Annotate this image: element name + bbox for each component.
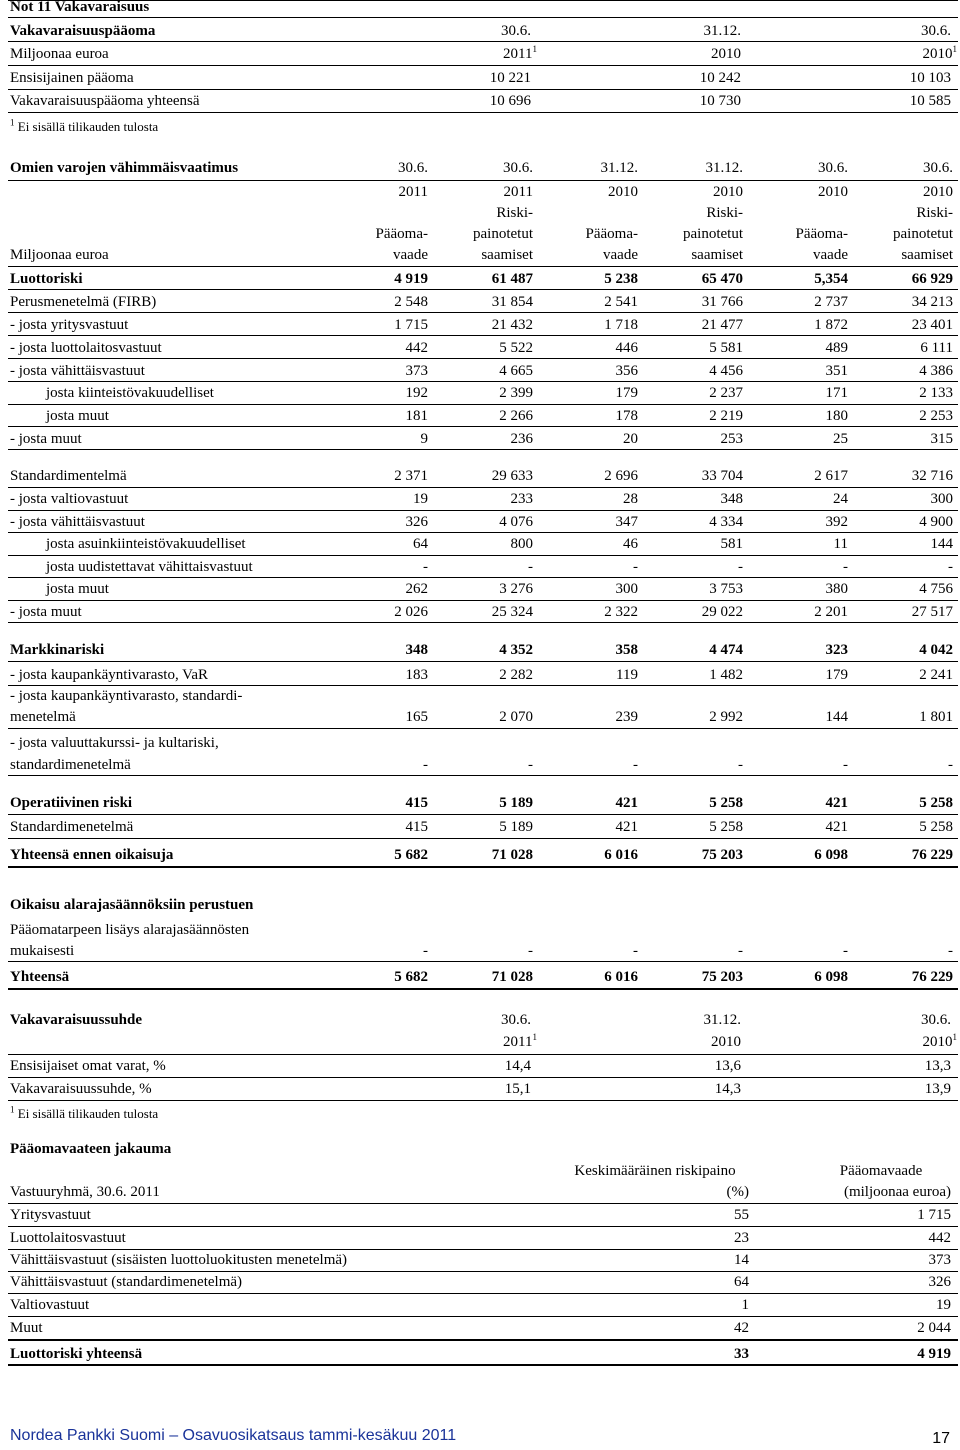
cell: 5 238 bbox=[604, 271, 638, 287]
cell: 31 854 bbox=[491, 294, 533, 310]
note-title: Not 11 Vakavaraisuus bbox=[10, 0, 150, 15]
cell: 373 bbox=[405, 363, 428, 379]
cell: 348 bbox=[720, 491, 743, 507]
cell: 1 801 bbox=[919, 709, 953, 725]
cell: 5 189 bbox=[499, 795, 533, 811]
cell: 179 bbox=[615, 385, 638, 401]
sec2-date: 30.6. bbox=[503, 160, 533, 176]
sec3-date: 30.6. bbox=[921, 1012, 951, 1028]
cell: 14,4 bbox=[504, 1058, 531, 1074]
row-divider bbox=[8, 335, 958, 336]
cell: 31 766 bbox=[701, 294, 743, 310]
row-divider bbox=[8, 555, 958, 556]
cell: 442 bbox=[405, 340, 428, 356]
cell: - bbox=[948, 943, 953, 959]
row-label: Yhteensä ennen oikaisuja bbox=[10, 847, 174, 863]
sec3-year: 2010 bbox=[711, 1034, 741, 1050]
row-label: - josta vähittäisvastuut bbox=[10, 514, 145, 530]
row-label: Operatiivinen riski bbox=[10, 795, 133, 811]
row-divider bbox=[8, 577, 958, 578]
cell: 253 bbox=[720, 431, 743, 447]
cell: 5 682 bbox=[394, 969, 428, 985]
row-label: Luottoriski bbox=[10, 271, 83, 287]
cell: 15,1 bbox=[504, 1081, 531, 1097]
footnote-mark: 1 bbox=[532, 44, 537, 54]
cell: 358 bbox=[615, 642, 638, 658]
cell: 32 716 bbox=[911, 468, 953, 484]
cell: 3 276 bbox=[499, 581, 533, 597]
row-divider bbox=[8, 685, 958, 686]
sec3-footnote: $^1$ Ei sisällä tilikauden tulosta bbox=[10, 1104, 159, 1121]
row-label: Yhteensä bbox=[10, 969, 70, 985]
cell: - bbox=[843, 757, 848, 773]
col-head: vaade bbox=[393, 247, 428, 263]
row-divider bbox=[8, 814, 958, 815]
cell: 347 bbox=[615, 514, 638, 530]
row-divider bbox=[8, 358, 958, 359]
cell: 76 229 bbox=[911, 969, 953, 985]
cell: 6 016 bbox=[604, 847, 638, 863]
sec2-date: 30.6. bbox=[818, 160, 848, 176]
row-divider bbox=[8, 661, 958, 662]
row-divider bbox=[8, 1316, 958, 1317]
row-divider bbox=[8, 449, 958, 450]
row-label: Standardimentelmä bbox=[10, 468, 127, 484]
cell: 29 633 bbox=[491, 468, 533, 484]
sec2-year: 2011 bbox=[398, 184, 428, 200]
cell: 171 bbox=[825, 385, 848, 401]
cell: 13,3 bbox=[924, 1058, 951, 1074]
cell: 1 872 bbox=[814, 317, 848, 333]
cell: 71 028 bbox=[491, 969, 533, 985]
cell: 415 bbox=[405, 795, 428, 811]
cell: - bbox=[843, 559, 848, 575]
cell: 23 bbox=[734, 1230, 749, 1246]
sec3-year: 2011$^1$ bbox=[503, 1032, 537, 1050]
cell: 4 456 bbox=[709, 363, 743, 379]
cell: 4 474 bbox=[709, 642, 743, 658]
sec1-year-2: 2010 bbox=[711, 46, 741, 62]
cell: 24 bbox=[833, 491, 848, 507]
row-label-cont: standardimenetelmä bbox=[10, 757, 131, 773]
cell: 1 715 bbox=[394, 317, 428, 333]
row-label: Ensisijaiset omat varat, % bbox=[10, 1058, 166, 1074]
row-label: josta kiinteistövakuudelliset bbox=[46, 385, 214, 401]
row-label: - josta kaupankäyntivarasto, standardi- bbox=[10, 688, 243, 704]
cell: - bbox=[738, 943, 743, 959]
cell: 42 bbox=[734, 1320, 749, 1336]
cell: 2 201 bbox=[814, 604, 848, 620]
cell: 1 718 bbox=[604, 317, 638, 333]
cell: - bbox=[948, 559, 953, 575]
cell: 1 482 bbox=[709, 667, 743, 683]
row-divider bbox=[8, 961, 958, 962]
col-head: (%) bbox=[726, 1184, 749, 1200]
cell: 4 919 bbox=[394, 271, 428, 287]
row-divider bbox=[8, 532, 958, 533]
cell: 421 bbox=[615, 819, 638, 835]
col-head: painotetut bbox=[683, 226, 743, 242]
cell: 300 bbox=[930, 491, 953, 507]
row-label: - josta muut bbox=[10, 431, 82, 447]
cell: 10 730 bbox=[699, 93, 741, 109]
cell: - bbox=[738, 757, 743, 773]
cell: 4 386 bbox=[919, 363, 953, 379]
row-label-cont: mukaisesti bbox=[10, 943, 75, 959]
cell: 2 371 bbox=[394, 468, 428, 484]
sec2-title: Omien varojen vähimmäisvaatimus bbox=[10, 160, 239, 176]
cell: 183 bbox=[405, 667, 428, 683]
sec3-title: Vakavaraisuussuhde bbox=[10, 1012, 143, 1028]
cell: 4 076 bbox=[499, 514, 533, 530]
cell: 19 bbox=[413, 491, 428, 507]
cell: - bbox=[633, 559, 638, 575]
cell: 144 bbox=[825, 709, 848, 725]
sec4-title: Pääomavaateen jakauma bbox=[10, 1141, 172, 1157]
row-label: Vakavaraisuussuhde, % bbox=[10, 1081, 152, 1097]
row-divider bbox=[8, 838, 958, 839]
cell: - bbox=[423, 757, 428, 773]
cell: 326 bbox=[928, 1274, 951, 1290]
cell: 2 992 bbox=[709, 709, 743, 725]
cell: 180 bbox=[825, 408, 848, 424]
cell: 10 242 bbox=[699, 70, 741, 86]
cell: 262 bbox=[405, 581, 428, 597]
row-divider bbox=[8, 404, 958, 405]
cell: - bbox=[843, 943, 848, 959]
sec3-year: 2010$^1$ bbox=[922, 1032, 957, 1050]
cell: 33 bbox=[734, 1346, 749, 1362]
cell: 21 432 bbox=[491, 317, 533, 333]
col-head: vaade bbox=[603, 247, 638, 263]
cell: 165 bbox=[405, 709, 428, 725]
col-head: Pääoma- bbox=[585, 226, 638, 242]
cell: 5 258 bbox=[919, 795, 953, 811]
cell: 4 900 bbox=[919, 514, 953, 530]
row-divider bbox=[8, 1226, 958, 1227]
row-divider bbox=[8, 1364, 958, 1366]
cell: 11 bbox=[833, 536, 848, 552]
cell: 233 bbox=[510, 491, 533, 507]
sec2-year: 2011 bbox=[503, 184, 533, 200]
cell: 446 bbox=[615, 340, 638, 356]
cell: 1 bbox=[741, 1297, 749, 1313]
cell: 27 517 bbox=[911, 604, 953, 620]
cell: 181 bbox=[405, 408, 428, 424]
cell: 2 399 bbox=[499, 385, 533, 401]
row-label: Vakavaraisuuspääoma yhteensä bbox=[10, 93, 200, 109]
cell: 5 258 bbox=[709, 819, 743, 835]
row-label: Perusmenetelmä (FIRB) bbox=[10, 294, 157, 310]
col-head: Riski- bbox=[706, 205, 743, 221]
cell: 14 bbox=[734, 1252, 749, 1268]
row-label: - josta yritysvastuut bbox=[10, 317, 129, 333]
cell: 1 715 bbox=[917, 1207, 951, 1223]
row-label: Pääomatarpeen lisäys alarajasäännösten bbox=[10, 922, 250, 938]
cell: 2 044 bbox=[917, 1320, 951, 1336]
cell: 4 334 bbox=[709, 514, 743, 530]
sec3-date: 30.6. bbox=[501, 1012, 531, 1028]
cell: 236 bbox=[510, 431, 533, 447]
page-number: 17 bbox=[932, 1430, 950, 1447]
cell: 4 756 bbox=[919, 581, 953, 597]
row-divider bbox=[8, 426, 958, 427]
row-label: Vähittäisvastuut (standardimenetelmä) bbox=[10, 1274, 243, 1290]
row-divider bbox=[8, 775, 958, 776]
row-divider bbox=[8, 381, 958, 382]
cell: 373 bbox=[928, 1252, 951, 1268]
cell: 14,3 bbox=[714, 1081, 741, 1097]
row-divider bbox=[8, 487, 958, 488]
cell: 10 221 bbox=[489, 70, 531, 86]
cell: 179 bbox=[825, 667, 848, 683]
cell: 2 237 bbox=[709, 385, 743, 401]
cell: 10 696 bbox=[489, 93, 531, 109]
cell: - bbox=[528, 559, 533, 575]
cell: 34 213 bbox=[911, 294, 953, 310]
cell: 178 bbox=[615, 408, 638, 424]
row-label: josta asuinkiinteistövakuudelliset bbox=[46, 536, 246, 552]
cell: 71 028 bbox=[491, 847, 533, 863]
cell: - bbox=[528, 757, 533, 773]
cell: 4 665 bbox=[499, 363, 533, 379]
row-label: Ensisijainen pääoma bbox=[10, 70, 134, 86]
row-divider bbox=[8, 622, 958, 623]
row-divider bbox=[8, 1271, 958, 1272]
row-divider bbox=[8, 600, 958, 601]
col-head: (miljoonaa euroa) bbox=[843, 1184, 951, 1200]
col-head: Pääoma- bbox=[795, 226, 848, 242]
cell: 6 111 bbox=[920, 340, 953, 356]
col-head: painotetut bbox=[473, 226, 533, 242]
cell: 581 bbox=[720, 536, 743, 552]
cell: 489 bbox=[825, 340, 848, 356]
col-head: vaade bbox=[813, 247, 848, 263]
cell: 800 bbox=[510, 536, 533, 552]
cell: 380 bbox=[825, 581, 848, 597]
sec1-date-1: 30.6. bbox=[501, 23, 531, 39]
col-head: Pääomavaade bbox=[839, 1163, 923, 1179]
cell: - bbox=[528, 943, 533, 959]
cell: 10 103 bbox=[909, 70, 951, 86]
cell: 66 929 bbox=[911, 271, 953, 287]
cell: 13,6 bbox=[714, 1058, 741, 1074]
sec2-year: 2010 bbox=[923, 184, 953, 200]
cell: - bbox=[738, 559, 743, 575]
cell: - bbox=[633, 757, 638, 773]
col-head: Keskimääräinen riskipaino bbox=[574, 1163, 736, 1179]
row-divider bbox=[8, 312, 958, 313]
cell: 2 541 bbox=[604, 294, 638, 310]
cell: 392 bbox=[825, 514, 848, 530]
cell: 2 282 bbox=[499, 667, 533, 683]
row-label: - josta valtiovastuut bbox=[10, 491, 129, 507]
sec2-year: 2010 bbox=[818, 184, 848, 200]
cell: 25 bbox=[833, 431, 848, 447]
cell: 19 bbox=[936, 1297, 951, 1313]
cell: 421 bbox=[825, 795, 848, 811]
row-label: - josta kaupankäyntivarasto, VaR bbox=[10, 667, 209, 683]
cell: 29 022 bbox=[701, 604, 743, 620]
sec1-date-2: 31.12. bbox=[703, 23, 741, 39]
footnote-mark: 1 bbox=[952, 44, 957, 54]
cell: 75 203 bbox=[701, 969, 743, 985]
row-label: Yritysvastuut bbox=[10, 1207, 91, 1223]
cell: 6 016 bbox=[604, 969, 638, 985]
cell: 55 bbox=[734, 1207, 749, 1223]
row-label-cont: menetelmä bbox=[10, 709, 76, 725]
row-label: - josta valuuttakurssi- ja kultariski, bbox=[10, 735, 219, 751]
sec1-year-3: 2010$^1$ bbox=[922, 44, 957, 62]
cell: 4 042 bbox=[919, 642, 953, 658]
cell: 28 bbox=[623, 491, 638, 507]
cell: 323 bbox=[825, 642, 848, 658]
cell: 5 258 bbox=[919, 819, 953, 835]
sec1-footnote: $^1$ Ei sisällä tilikauden tulosta bbox=[10, 117, 159, 134]
col-head: saamiset bbox=[691, 247, 743, 263]
row-divider bbox=[8, 728, 958, 729]
sec1-title: Vakavaraisuuspääoma bbox=[10, 23, 156, 39]
cell: 421 bbox=[615, 795, 638, 811]
cell: 300 bbox=[615, 581, 638, 597]
cell: 4 352 bbox=[499, 642, 533, 658]
cell: 2 696 bbox=[604, 468, 638, 484]
sec2-date: 31.12. bbox=[600, 160, 638, 176]
cell: 5 522 bbox=[499, 340, 533, 356]
cell: 25 324 bbox=[491, 604, 533, 620]
row-divider bbox=[8, 1249, 958, 1250]
cell: 76 229 bbox=[911, 847, 953, 863]
cell: - bbox=[423, 943, 428, 959]
row-label: Muut bbox=[10, 1320, 43, 1336]
col-head: Riski- bbox=[916, 205, 953, 221]
cell: 10 585 bbox=[909, 93, 951, 109]
row-label: josta muut bbox=[46, 408, 109, 424]
cell: 5 682 bbox=[394, 847, 428, 863]
cell: 192 bbox=[405, 385, 428, 401]
row-divider bbox=[8, 289, 958, 290]
row-label: - josta vähittäisvastuut bbox=[10, 363, 145, 379]
row-label: Luottolaitosvastuut bbox=[10, 1230, 126, 1246]
cell: 20 bbox=[623, 431, 638, 447]
cell: 33 704 bbox=[701, 468, 743, 484]
cell: 61 487 bbox=[491, 271, 533, 287]
col-head: Riski- bbox=[496, 205, 533, 221]
cell: 2 241 bbox=[919, 667, 953, 683]
row-label: - josta muut bbox=[10, 604, 82, 620]
row-divider bbox=[8, 510, 958, 511]
sec1-year-1: 2011$^1$ bbox=[503, 44, 537, 62]
cell: 351 bbox=[825, 363, 848, 379]
cell: 5 581 bbox=[709, 340, 743, 356]
cell: 315 bbox=[930, 431, 953, 447]
row-label: Valtiovastuut bbox=[10, 1297, 90, 1313]
cell: 2 070 bbox=[499, 709, 533, 725]
row-label: - josta luottolaitosvastuut bbox=[10, 340, 162, 356]
cell: 2 322 bbox=[604, 604, 638, 620]
row-label: Luottoriski yhteensä bbox=[10, 1346, 143, 1362]
cell: 442 bbox=[928, 1230, 951, 1246]
cell: 46 bbox=[623, 536, 638, 552]
row-divider bbox=[8, 1293, 958, 1294]
cell: 4 919 bbox=[917, 1346, 951, 1362]
cell: - bbox=[423, 559, 428, 575]
sec4-unit: Vastuuryhmä, 30.6. 2011 bbox=[10, 1184, 160, 1200]
sec2-date: 30.6. bbox=[923, 160, 953, 176]
sec3-date: 31.12. bbox=[703, 1012, 741, 1028]
col-head: painotetut bbox=[893, 226, 953, 242]
cell: 6 098 bbox=[814, 969, 848, 985]
cell: 5,354 bbox=[814, 271, 848, 287]
cell: 415 bbox=[405, 819, 428, 835]
cell: 239 bbox=[615, 709, 638, 725]
col-head: saamiset bbox=[481, 247, 533, 263]
cell: 119 bbox=[616, 667, 638, 683]
cell: 64 bbox=[413, 536, 428, 552]
cell: 6 098 bbox=[814, 847, 848, 863]
sec2-date: 31.12. bbox=[705, 160, 743, 176]
sec2-year: 2010 bbox=[608, 184, 638, 200]
col-head: saamiset bbox=[901, 247, 953, 263]
row-label: Oikaisu alarajasäännöksiin perustuen bbox=[10, 897, 254, 913]
row-divider bbox=[8, 988, 958, 990]
cell: - bbox=[633, 943, 638, 959]
cell: 13,9 bbox=[924, 1081, 951, 1097]
cell: 5 189 bbox=[499, 819, 533, 835]
cell: 2 737 bbox=[814, 294, 848, 310]
cell: 2 026 bbox=[394, 604, 428, 620]
cell: 348 bbox=[405, 642, 428, 658]
sec2-year: 2010 bbox=[713, 184, 743, 200]
sec2-date: 30.6. bbox=[398, 160, 428, 176]
cell: 2 253 bbox=[919, 408, 953, 424]
row-label: josta muut bbox=[46, 581, 109, 597]
sec1-unit: Miljoonaa euroa bbox=[10, 46, 109, 62]
cell: 356 bbox=[615, 363, 638, 379]
cell: 65 470 bbox=[701, 271, 743, 287]
sec2-unit: Miljoonaa euroa bbox=[10, 247, 109, 263]
cell: 3 753 bbox=[709, 581, 743, 597]
cell: 9 bbox=[420, 431, 428, 447]
row-label: Standardimenetelmä bbox=[10, 819, 134, 835]
footer-text: Nordea Pankki Suomi – Osavuosikatsaus tammi-kesäkuu 2011 bbox=[10, 1427, 457, 1444]
row-label: josta uudistettavat vähittaisvastuut bbox=[46, 559, 253, 575]
cell: - bbox=[948, 757, 953, 773]
cell: 23 401 bbox=[911, 317, 953, 333]
cell: 2 219 bbox=[709, 408, 743, 424]
cell: 75 203 bbox=[701, 847, 743, 863]
cell: 64 bbox=[734, 1274, 749, 1290]
cell: 2 133 bbox=[919, 385, 953, 401]
row-divider bbox=[8, 866, 958, 868]
cell: 421 bbox=[825, 819, 848, 835]
cell: 21 477 bbox=[701, 317, 743, 333]
row-label: Vähittäisvastuut (sisäisten luottoluokitusten menetelmä) bbox=[10, 1252, 348, 1268]
col-head: Pääoma- bbox=[375, 226, 428, 242]
row-divider bbox=[8, 1339, 958, 1341]
sec1-date-3: 30.6. bbox=[921, 23, 951, 39]
row-label: Markkinariski bbox=[10, 642, 105, 658]
cell: 144 bbox=[930, 536, 953, 552]
cell: 2 617 bbox=[814, 468, 848, 484]
cell: 2 266 bbox=[499, 408, 533, 424]
cell: 2 548 bbox=[394, 294, 428, 310]
cell: 326 bbox=[405, 514, 428, 530]
cell: 5 258 bbox=[709, 795, 743, 811]
